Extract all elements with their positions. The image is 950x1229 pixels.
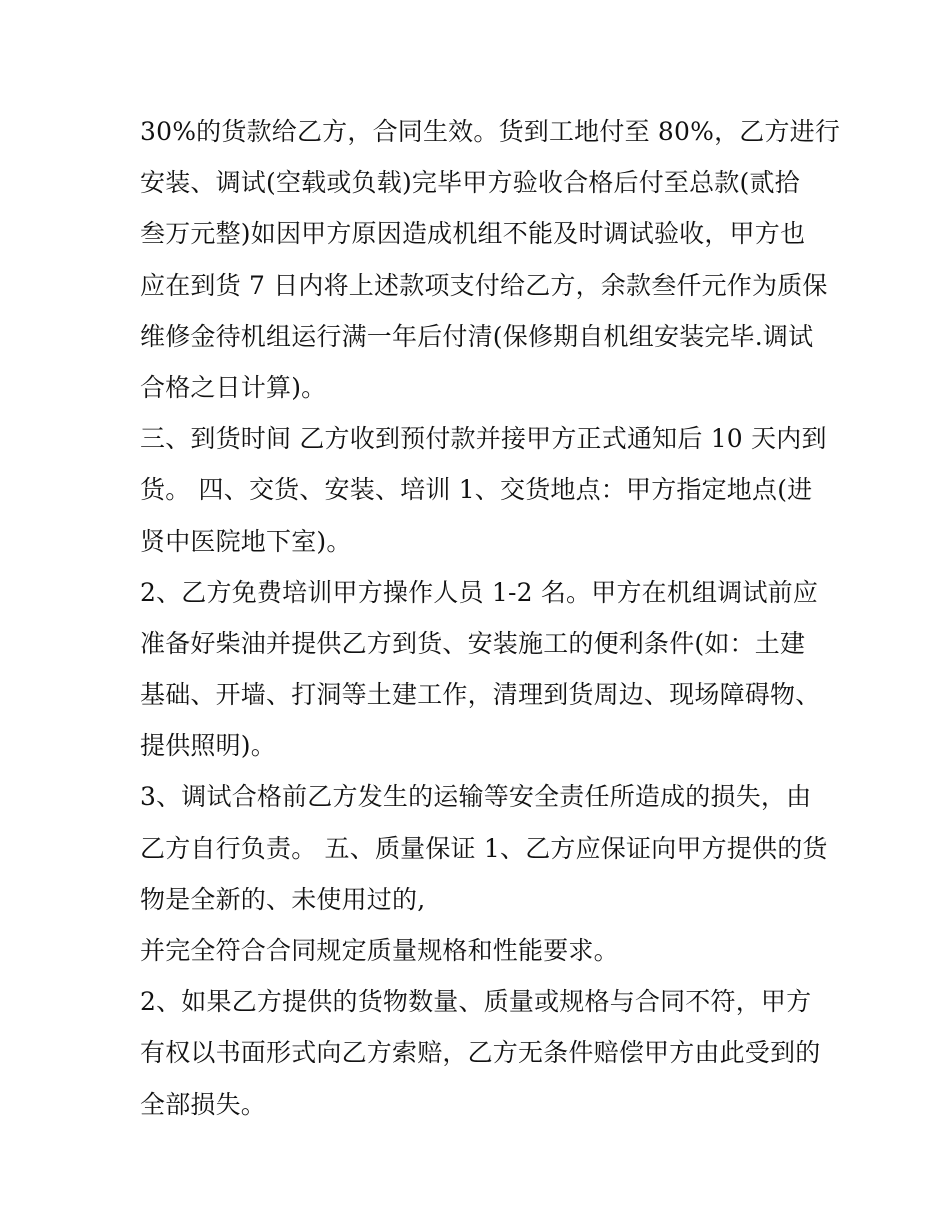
text-line: 30%的货款给乙方，合同生效。货到工地付至 80%，乙方进行 <box>140 117 841 146</box>
text-line: 3、调试合格前乙方发生的运输等安全责任所造成的损失，由 <box>140 782 812 812</box>
text-line: 2、如果乙方提供的货物数量、质量或规格与合同不符，甲方 <box>140 987 812 1017</box>
text-line: 货。 四、交货、安装、培训 1、交货地点：甲方指定地点(进 <box>140 475 813 505</box>
contract-text-block <box>140 106 841 1130</box>
text-line: 应在到货 7 日内将上述款项支付给乙方，余款叁仟元作为质保 <box>140 270 828 300</box>
text-line: 并完全符合合同规定质量规格和性能要求。 <box>140 936 619 965</box>
text-line: 基础、开墙、打洞等土建工作，清理到货周边、现场障碍物、 <box>140 680 821 710</box>
text-line: 准备好柴油并提供乙方到货、安装施工的便利条件(如：土建 <box>140 628 806 658</box>
text-line: 维修金待机组运行满一年后付清(保修期自机组安装完毕.调试 <box>140 321 814 351</box>
text-line: 有权以书面形式向乙方索赔，乙方无条件赔偿甲方由此受到的 <box>140 1038 821 1068</box>
text-line: 乙方自行负责。 五、质量保证 1、乙方应保证向甲方提供的货 <box>140 833 828 863</box>
text-line: 全部损失。 <box>140 1089 267 1119</box>
text-line: 提供照明)。 <box>140 731 276 761</box>
text-line: 物是全新的、未使用过的, <box>140 884 426 914</box>
text-line: 贤中医院地下室)。 <box>140 526 352 556</box>
text-line: 安装、调试(空载或负载)完毕甲方验收合格后付至总款(贰拾 <box>140 168 800 198</box>
text-line: 2、乙方免费培训甲方操作人员 1-2 名。甲方在机组调试前应 <box>140 577 819 607</box>
text-line: 合格之日计算)。 <box>140 372 327 402</box>
text-line: 三、到货时间 乙方收到预付款并接甲方正式通知后 10 天内到 <box>140 424 827 454</box>
text-line: 叁万元整)如因甲方原因造成机组不能及时调试验收，甲方也 <box>140 219 806 249</box>
